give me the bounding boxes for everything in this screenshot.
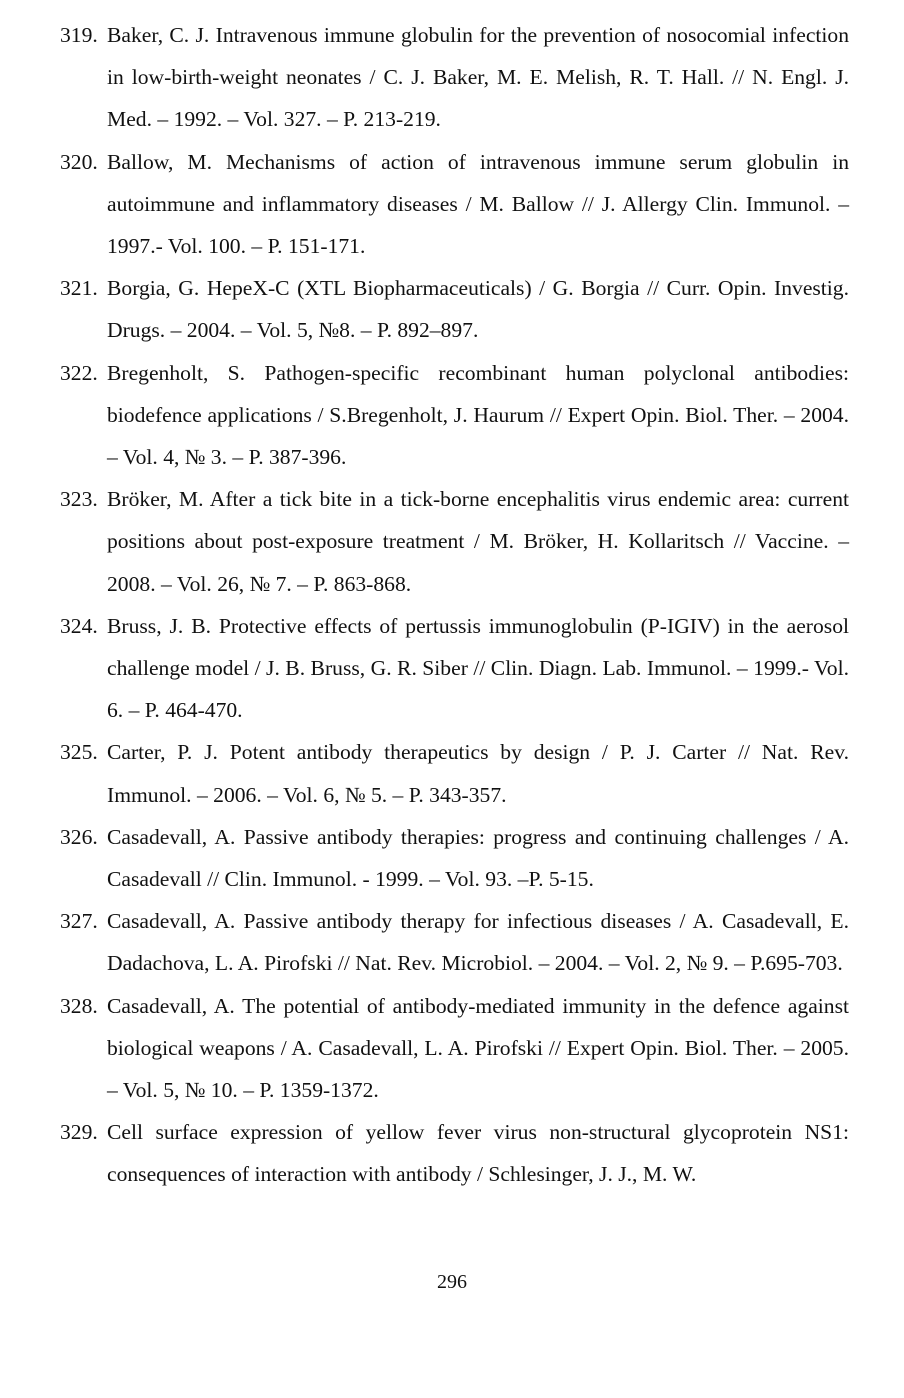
reference-item bbox=[60, 1111, 849, 1195]
reference-item bbox=[60, 731, 849, 815]
reference-item bbox=[60, 141, 849, 268]
reference-item bbox=[60, 478, 849, 605]
reference-text: Bregenholt, S. Pathogen-specific recombinant human polyclonal antibodies: biodefence applications / S.Bregenholt, J. Haurum // Expert Opin. Biol. Ther. – 2004. – Vol. 4, № 3. – P. 387-396. bbox=[107, 360, 849, 470]
reference-item bbox=[60, 816, 849, 900]
reference-item bbox=[60, 900, 849, 984]
reference-text: Bruss, J. B. Protective effects of pertussis immunoglobulin (P-IGIV) in the aerosol challenge model / J. B. Bruss, G. R. Siber // Clin. Diagn. Lab. Immunol. – 1999.- Vol. 6. – P. 464-470. bbox=[107, 613, 849, 723]
reference-number: 327. bbox=[60, 909, 98, 934]
reference-text: Ballow, M. Mechanisms of action of intravenous immune serum globulin in autoimmune and inflammatory diseases / M. Ballow // J. Allergy Clin. Immunol. – 1997.- Vol. 100. – P. 151-171. bbox=[107, 149, 849, 259]
reference-text: Casadevall, A. Passive antibody therapy for infectious diseases / A. Casadevall, E. Dadachova, L. A. Pirofski // Nat. Rev. Microbiol. – 2004. – Vol. 2, № 9. – P.695-703. bbox=[107, 909, 849, 976]
reference-number: 329. bbox=[60, 1120, 98, 1145]
reference-item bbox=[60, 352, 849, 479]
reference-number: 326. bbox=[60, 824, 98, 849]
reference-text: Baker, C. J. Intravenous immune globulin for the prevention of nosocomial infection in low-birth-weight neonates / C. J. Baker, M. E. Melish, R. T. Hall. // N. Engl. J. Med. – 1992. – Vol. 327. – P. 213-219. bbox=[107, 23, 849, 132]
reference-text: Cell surface expression of yellow fever virus non-structural glycoprotein NS1: consequences of interaction with antibody / Schlesinger, J. J., M. W. bbox=[107, 1120, 849, 1187]
reference-number: 324. bbox=[60, 613, 98, 638]
reference-item bbox=[60, 267, 849, 351]
reference-number: 325. bbox=[60, 740, 98, 765]
reference-number: 321. bbox=[60, 276, 98, 301]
reference-text: Borgia, G. HepeX-C (XTL Biopharmaceuticals) / G. Borgia // Curr. Opin. Investig. Drugs. – 2004. – Vol. 5, №8. – P. 892–897. bbox=[107, 276, 849, 343]
reference-number: 323. bbox=[60, 487, 98, 512]
reference-text: Carter, P. J. Potent antibody therapeutics by design / P. J. Carter // Nat. Rev. Immunol. – 2006. – Vol. 6, № 5. – P. 343-357. bbox=[107, 740, 849, 807]
reference-text: Casadevall, A. Passive antibody therapies: progress and continuing challenges / A. Casadevall // Clin. Immunol. - 1999. – Vol. 93. –P. 5-15. bbox=[107, 824, 849, 892]
reference-item bbox=[60, 985, 849, 1112]
reference-text: Casadevall, A. The potential of antibody-mediated immunity in the defence against biological weapons / A. Casadevall, L. A. Pirofski // Expert Opin. Biol. Ther. – 2005. – Vol. 5, № 10. – P. 1359-1372. bbox=[107, 993, 849, 1103]
reference-number: 320. bbox=[60, 149, 98, 174]
page-number: 296 bbox=[437, 1271, 467, 1293]
reference-item bbox=[60, 605, 849, 732]
reference-text: Bröker, M. After a tick bite in a tick-borne encephalitis virus endemic area: current positions about post-exposure treatment / M. Bröker, H. Kollaritsch // Vaccine. – 2008. – Vol. 26, № 7. – P. 863-868. bbox=[107, 487, 849, 596]
reference-item bbox=[60, 14, 849, 141]
reference-number: 328. bbox=[60, 993, 98, 1018]
reference-list bbox=[60, 14, 849, 1196]
reference-number: 319. bbox=[60, 23, 98, 47]
reference-number: 322. bbox=[60, 360, 98, 385]
